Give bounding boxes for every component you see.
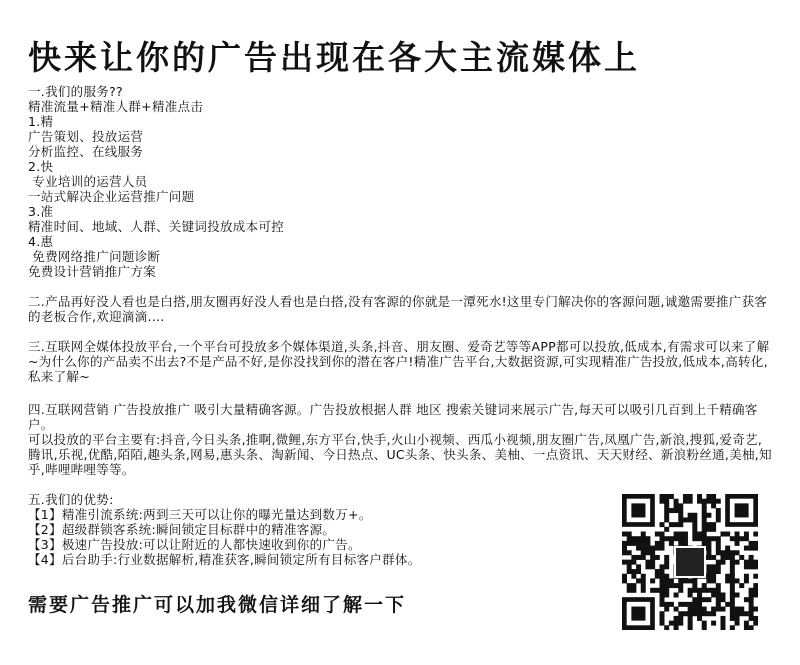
services-summary: 精准流量+精准人群+精准点击 — [28, 99, 204, 114]
advantages-heading: 五.我们的优势: — [28, 492, 114, 507]
services-line: 分析监控、在线服务 — [28, 144, 144, 159]
page-title: 快来让你的广告出现在各大主流媒体上 — [28, 38, 640, 77]
marketing-intro: 四.互联网营销 广告投放推广 吸引大量精确客源。广告投放根据人群 地区 搜索关键词来展示广告,每天可以吸引几百到上千精确客户。 — [28, 402, 758, 433]
advantage-item: 【4】后台助手:行业数据解析,精准获客,瞬间锁定所有目标客户群体。 — [28, 552, 421, 567]
services-line: 精准时间、地域、人群、关键词投放成本可控 — [28, 219, 285, 234]
wechat-qr-code-icon[interactable] — [622, 494, 758, 630]
advantage-item: 【1】精准引流系统:两到三天可以让你的曝光量达到数万+。 — [28, 507, 372, 522]
services-line: 广告策划、投放运营 — [28, 129, 144, 144]
marketing-platforms: 可以投放的平台主要有:抖音,今日头条,推啊,微鲤,东方平台,快手,火山小视频、西瓜小视频,朋友圈广告,凤凰广告,新浪,搜狐,爱奇艺,腾讯,乐视,优酷,陌陌,趣头条,网易,惠头条、淘新闻、今日热点、UC头条、快头条、美柚、一点资讯、天天财经、新浪粉丝通,美柚,知乎,哔哩哔哩等等。 — [28, 432, 772, 478]
services-line: 专业培训的运营人员 — [28, 174, 148, 189]
services-line: 1.精 — [28, 114, 54, 129]
section-platform-paragraph: 三.互联网全媒体投放平台,一个平台可投放多个媒体渠道,头条,抖音、朋友圈、爱奇艺等等APP都可以投放,低成本,有需求可以来了解~为什么你的产品卖不出去?不是产品不好,是你没找到你的潜在客户!精准广告平台,大数据资源,可实现精准广告投放,低成本,高转化,私来了解~ — [28, 339, 770, 385]
services-heading: 一.我们的服务?? — [28, 84, 123, 99]
services-line: 2.快 — [28, 159, 54, 174]
services-line: 3.准 — [28, 204, 54, 219]
services-line: 免费网络推广问题诊断 — [28, 249, 161, 264]
advantage-item: 【3】极速广告投放:可以让附近的人都快速收到你的广告。 — [28, 537, 361, 552]
services-line: 4.惠 — [28, 234, 54, 249]
services-line: 一站式解决企业运营推广问题 — [28, 189, 195, 204]
advantage-item: 【2】超级群锁客系统:瞬间锁定目标群中的精准客源。 — [28, 522, 336, 537]
section-clients-paragraph: 二.产品再好没人看也是白搭,朋友圈再好没人看也是白搭,没有客源的你就是一潭死水!这里专门解决你的客源问题,诚邀需要推广获客的老板合作,欢迎滴滴.... — [28, 294, 768, 325]
services-line: 免费设计营销推广方案 — [28, 264, 157, 279]
avatar — [674, 546, 706, 578]
footer-cta: 需要广告推广可以加我微信详细了解一下 — [28, 594, 407, 616]
